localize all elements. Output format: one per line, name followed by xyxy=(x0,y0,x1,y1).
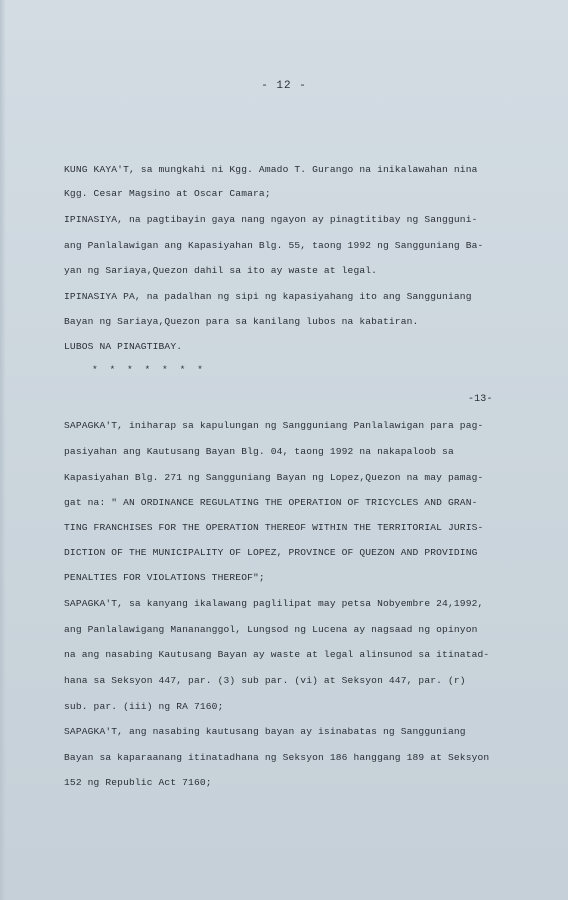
text-line: SAPAGKA'T, iniharap sa kapulungan ng Sangguniang Panlalawigan para pag- xyxy=(64,420,484,431)
separator-stars: * * * * * * * xyxy=(92,364,206,375)
text-line: PENALTIES FOR VIOLATIONS THEREOF"; xyxy=(64,572,265,583)
text-line: SAPAGKA'T, ang nasabing kautusang bayan ay isinabatas ng Sangguniang xyxy=(64,726,466,737)
text-line: Bayan ng Sariaya,Quezon para sa kanilang lubos na kabatiran. xyxy=(64,316,419,327)
text-line: ang Panlalawigan ang Kapasiyahan Blg. 55, taong 1992 ng Sangguniang Ba- xyxy=(64,240,484,251)
text-line: na ang nasabing Kautusang Bayan ay waste at legal alinsunod sa itinatad- xyxy=(64,649,490,660)
item-number: -13- xyxy=(468,394,493,405)
text-line: LUBOS NA PINAGTIBAY. xyxy=(64,341,183,352)
text-line: ang Panlalawigang Manananggol, Lungsod ng Lucena ay nagsaad ng opinyon xyxy=(64,624,478,635)
text-line: pasiyahan ang Kautusang Bayan Blg. 04, taong 1992 na nakapaloob sa xyxy=(64,446,454,457)
text-line: 152 ng Republic Act 7160; xyxy=(64,777,212,788)
text-line: KUNG KAYA'T, sa mungkahi ni Kgg. Amado T. Gurango na inikalawahan nina xyxy=(64,164,478,175)
text-line: IPINASIYA PA, na padalhan ng sipi ng kapasiyahang ito ang Sangguniang xyxy=(64,291,472,302)
text-line: IPINASIYA, na pagtibayin gaya nang ngayon ay pinagtitibay ng Sangguni- xyxy=(64,214,478,225)
text-line: DICTION OF THE MUNICIPALITY OF LOPEZ, PROVINCE OF QUEZON AND PROVIDING xyxy=(64,547,478,558)
text-line: Bayan sa kaparaanang itinatadhana ng Seksyon 186 hanggang 189 at Seksyon xyxy=(64,752,490,763)
page-number: - 12 - xyxy=(261,80,307,92)
text-line: yan ng Sariaya,Quezon dahil sa ito ay waste at legal. xyxy=(64,265,378,276)
text-line: gat na: " AN ORDINANCE REGULATING THE OPERATION OF TRICYCLES AND GRAN- xyxy=(64,497,478,508)
text-line: Kgg. Cesar Magsino at Oscar Camara; xyxy=(64,188,271,199)
text-line: Kapasiyahan Blg. 271 ng Sangguniang Bayan ng Lopez,Quezon na may pamag- xyxy=(64,472,484,483)
page-edge-shadow xyxy=(0,0,6,900)
text-line: TING FRANCHISES FOR THE OPERATION THEREOF WITHIN THE TERRITORIAL JURIS- xyxy=(64,522,484,533)
text-line: sub. par. (iii) ng RA 7160; xyxy=(64,701,224,712)
text-line: hana sa Seksyon 447, par. (3) sub par. (vi) at Seksyon 447, par. (r) xyxy=(64,675,466,686)
text-line: SAPAGKA'T, sa kanyang ikalawang paglilipat may petsa Nobyembre 24,1992, xyxy=(64,598,484,609)
